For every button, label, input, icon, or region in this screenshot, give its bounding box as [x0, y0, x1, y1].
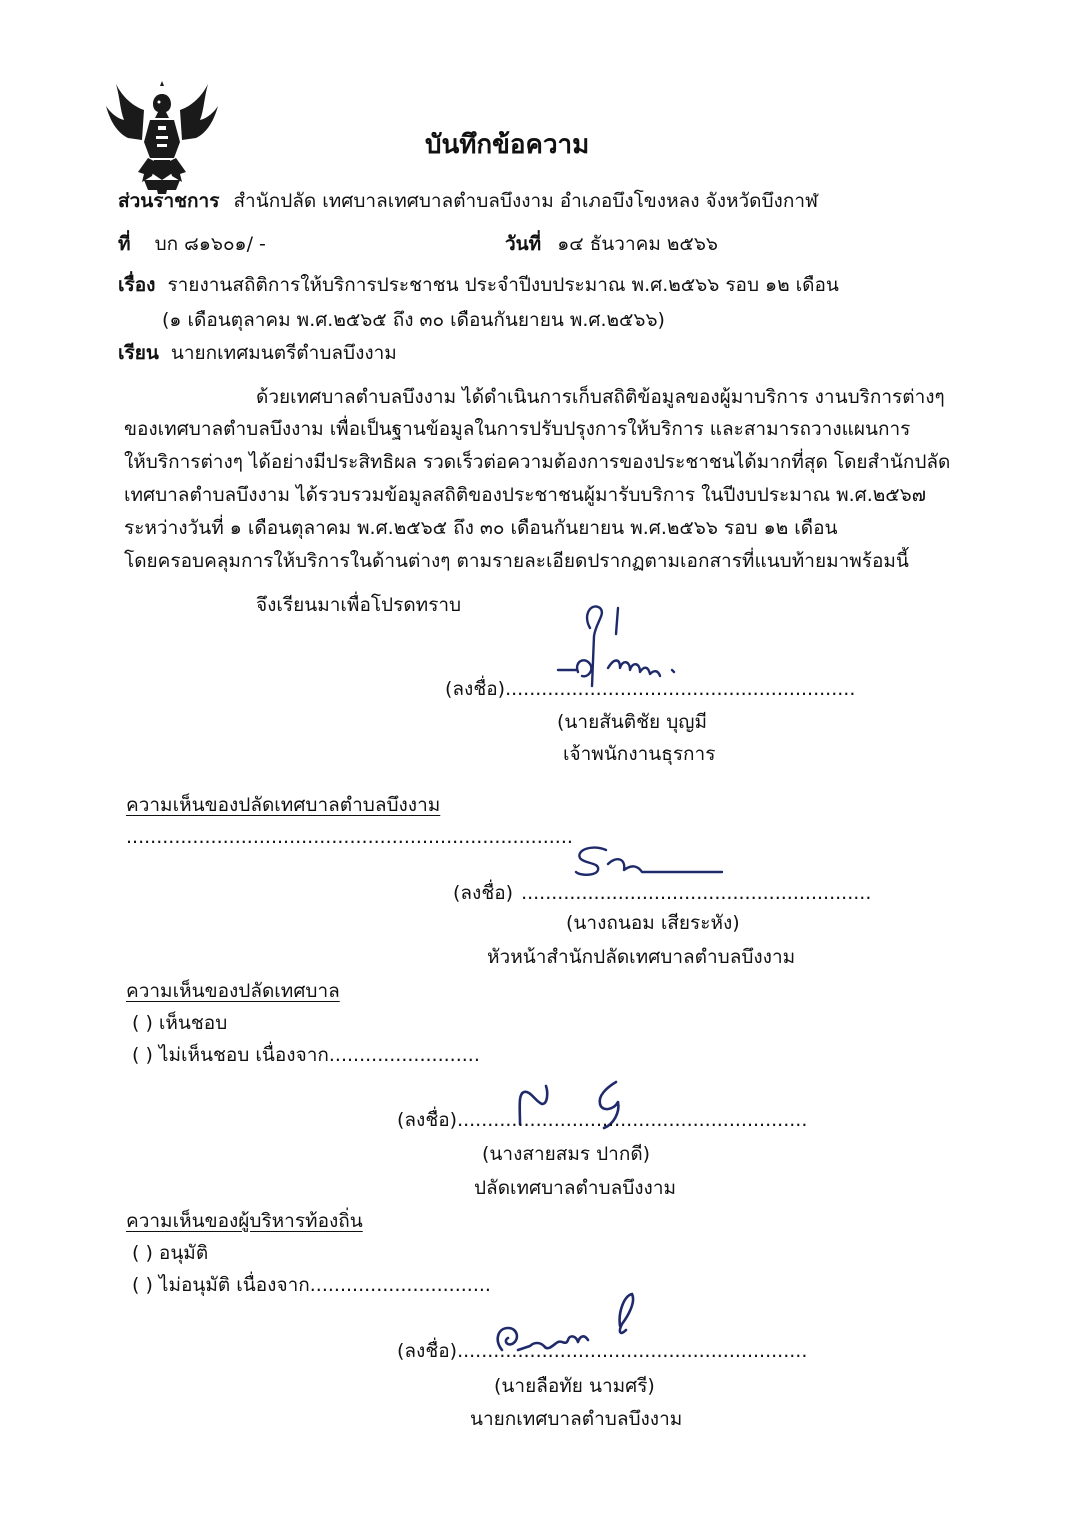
signer-2-name: (นางถนอม เสียระหัง): [566, 912, 740, 934]
opinion-2-reject-row: [132, 1046, 480, 1065]
garuda-emblem-icon: [104, 80, 220, 196]
body-line-3: ให้บริการต่างๆ ได้อย่างมีประสิทธิผล รวดเร็วต่อความต้องการของประชาชนได้มากที่สุด โดยสำนักปลัด: [124, 451, 951, 473]
signer-4-name: (นายลือทัย นามศรี): [494, 1375, 655, 1397]
signer-4-position: นายกเทศบาลตำบลบึงงาม: [470, 1408, 683, 1430]
opinion-2-approve-option: ( ) เห็นชอบ: [132, 1012, 228, 1034]
body-line-5: ระหว่างวันที่ ๑ เดือนตุลาคม พ.ศ.๒๕๖๕ ถึง ๓๐ เดือนกันยายน พ.ศ.๒๕๖๖ รอบ ๑๒ เดือน: [124, 517, 838, 539]
opinion-3-heading: ความเห็นของผู้บริหารท้องถิ่น: [126, 1210, 363, 1232]
signature-3-row: [397, 1111, 807, 1130]
signer-1-position: เจ้าพนักงานธุรการ: [563, 743, 716, 765]
closing-line: จึงเรียนมาเพื่อโปรดทราบ: [256, 594, 462, 616]
signature-1-handwriting: [548, 598, 718, 690]
department-value: สำนักปลัด เทศบาลเทศบาลตำบลบึงงาม อำเภอบึงโขงหลง จังหวัดบึงกาฬ: [233, 190, 818, 212]
signer-3-name: (นางสายสมร ปากดี): [482, 1143, 651, 1165]
signature-4-label: (ลงชื่อ): [397, 1340, 458, 1362]
opinion-2-reject-option: ( ) ไม่เห็นชอบ เนื่องจาก: [132, 1044, 329, 1066]
subject-line-2: (๑ เดือนตุลาคม พ.ศ.๒๕๖๕ ถึง ๓๐ เดือนกันยายน พ.ศ.๒๕๖๖): [162, 309, 665, 331]
body-line-1: ด้วยเทศบาลตำบลบึงงาม ได้ดำเนินการเก็บสถิติข้อมูลของผู้มาบริการ งานบริการต่างๆ: [256, 386, 945, 408]
signature-2-dotline: ..........................................................: [521, 882, 872, 904]
body-line-4: เทศบาลตำบลบึงงาม ได้รวบรวมข้อมูลสถิติของประชาชนผู้มารับบริการ ในปีงบประมาณ พ.ศ.๒๕๖๗: [124, 484, 927, 506]
salutation-label: เรียน: [118, 342, 159, 364]
signature-4-row: [397, 1342, 807, 1361]
signer-1-name: (นายสันติชัย บุญมี: [557, 711, 707, 733]
department-line: [118, 192, 818, 211]
opinion-3-reason-dotline: ..............................: [309, 1274, 491, 1296]
opinion-3-reject-option: ( ) ไม่อนุมัติ เนื่องจาก: [132, 1274, 310, 1296]
date-line: [505, 235, 718, 254]
body-line-6: โดยครอบคลุมการให้บริการในด้านต่างๆ ตามรายละเอียดปรากฏตามเอกสารที่แนบท้ายมาพร้อมนี้: [124, 550, 909, 572]
signature-2-label: (ลงชื่อ): [453, 882, 514, 904]
signature-3-label: (ลงชื่อ): [397, 1109, 458, 1131]
opinion-3-reject-row: [132, 1276, 491, 1295]
subject-label: เรื่อง: [118, 274, 156, 296]
body-line-2: ของเทศบาลตำบลบึงงาม เพื่อเป็นฐานข้อมูลในการปรับปรุงการให้บริการ และสามารถวางแผนการ: [124, 418, 911, 440]
reference-line: [118, 235, 266, 254]
signature-2-handwriting: [568, 838, 728, 886]
reference-number: บก ๘๑๖๐๑/ -: [154, 233, 266, 255]
signature-4-dotline: ..........................................................: [457, 1340, 808, 1362]
signer-3-position: ปลัดเทศบาลตำบลบึงงาม: [474, 1177, 677, 1199]
subject-line: [118, 276, 839, 295]
opinion-3-approve-option: ( ) อนุมัติ: [132, 1242, 209, 1264]
signer-2-position: หัวหน้าสำนักปลัดเทศบาลตำบลบึงงาม: [487, 946, 796, 968]
department-label: ส่วนราชการ: [118, 190, 220, 212]
salutation-value: นายกเทศมนตรีตำบลบึงงาม: [170, 342, 397, 364]
opinion-2-reason-dotline: .........................: [328, 1044, 480, 1066]
signature-3-dotline: ..........................................................: [457, 1109, 808, 1131]
subject-value: รายงานสถิติการให้บริการประชาชน ประจำปีงบประมาณ พ.ศ.๒๕๖๖ รอบ ๑๒ เดือน: [167, 274, 839, 296]
signature-1-label: (ลงชื่อ): [445, 678, 506, 700]
signature-2-row: [453, 884, 871, 903]
reference-label: ที่: [118, 233, 131, 255]
opinion-1-dotline: ..........................................................................: [126, 826, 573, 848]
signature-1-dotline: ..........................................................: [505, 678, 856, 700]
opinion-1-heading: ความเห็นของปลัดเทศบาลตำบลบึงงาม: [126, 794, 441, 816]
opinion-2-heading: ความเห็นของปลัดเทศบาล: [126, 980, 340, 1002]
memo-title: บันทึกข้อความ: [425, 130, 590, 160]
salutation-line: [118, 344, 397, 363]
date-label: วันที่: [505, 233, 542, 255]
date-value: ๑๔ ธันวาคม ๒๕๖๖: [557, 233, 718, 255]
